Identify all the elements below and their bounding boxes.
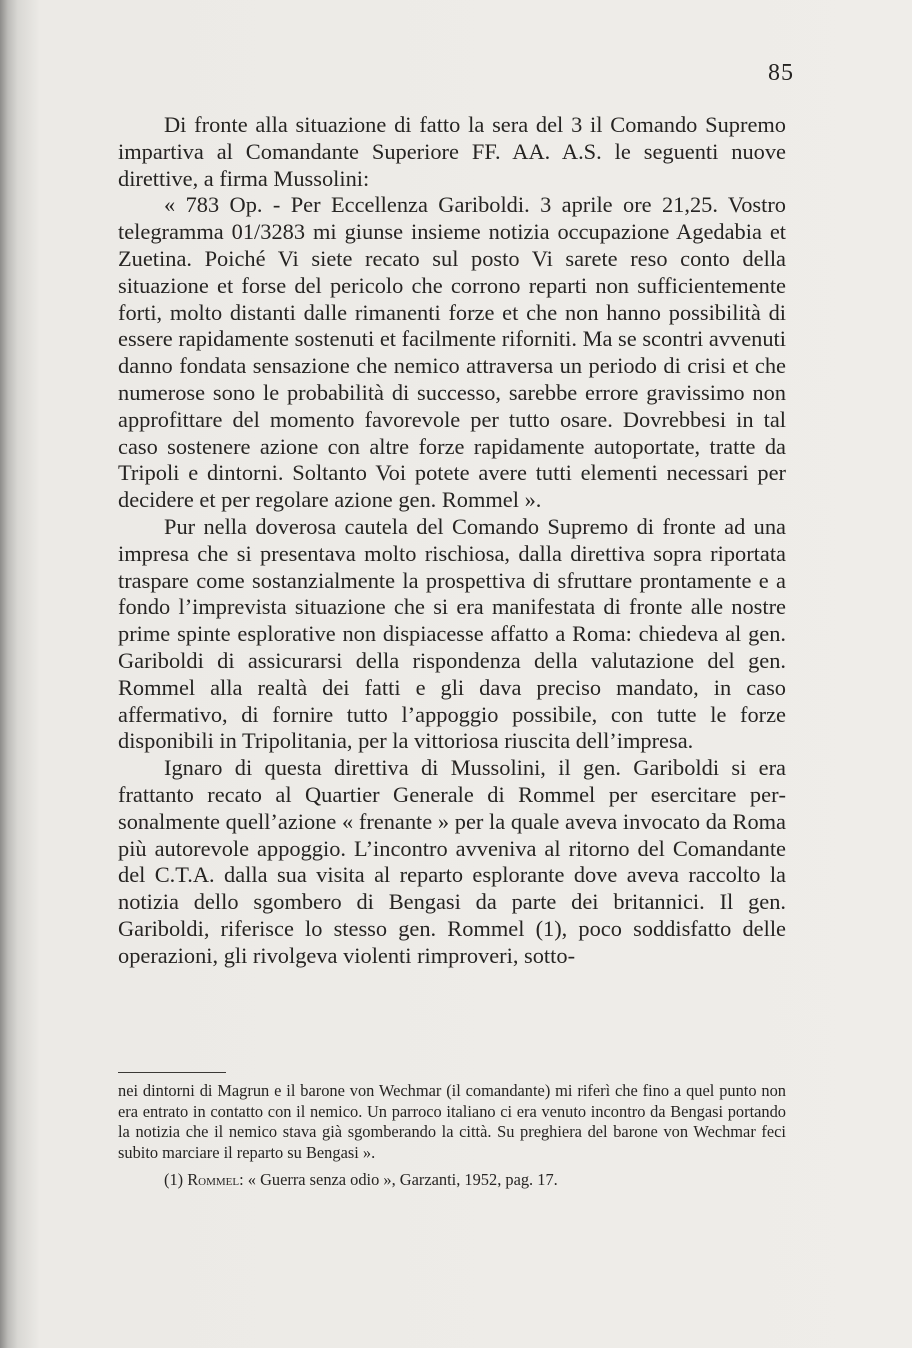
paragraph-intro: Di fronte alla situazione di fatto la sera del 3 il Comando Supremo impartiva al Comandante Superiore FF. AA. A.S. le seguenti nuove direttive, a firma Mussolini:	[118, 112, 786, 191]
paragraph-gariboldi: Ignaro di questa direttiva di Mussolini, il gen. Gariboldi si era frattanto recato al Quartier Generale di Rommel per esercitare personalmente quell’azione « frenante » per la quale aveva invocato da Roma più autorevole appoggio. L’incontro avveniva al ritorno del Comandante del C.T.A. dalla sua visita al reparto esplorante dove aveva raccolto la notizia dello sgombero di Bengasi da parte dei britannici. Il gen. Gariboldi, riferisce lo stesso gen. Rommel (1), poco soddisfatto delle operazioni, gli rivolgeva violenti rimproveri, sotto-	[118, 755, 786, 968]
footnote-1-marker: (1)	[164, 1170, 184, 1190]
footnote-rule	[118, 1072, 226, 1073]
paragraph-telegram: « 783 Op. - Per Eccellenza Gariboldi. 3 aprile ore 21,25. Vostro telegramma 01/3283 mi giunse insieme notizia occupazione Agedabia et Zuetina. Poiché Vi siete recato sul posto Vi sarete reso conto della situazione et forse del pericolo che corrono reparti non sufficientemente forti, molto distanti dalle rimanenti forze et che non hanno possibilità di essere rapidamente sostenuti et facilmente riforniti. Ma se scontri avvenuti danno fondata sensazione che nemico attraversa un periodo di crisi et che numerose sono le probabilità di successo, sarebbe errore gravissimo non approfittare del momento favorevole per tutto osare. Dovrebbesi in tal caso sostenere azione con altre forze rapidamente autoportate, tratte da Tripoli e dintorni. Soltanto Voi potete avere tutti elementi necessari per decidere et per regolare azione gen. Rommel ».	[118, 192, 786, 513]
paragraph-analysis: Pur nella doverosa cautela del Comando Supremo di fronte ad una impresa che si presentava molto rischiosa, dalla direttiva sopra riportata traspare come sostanzialmente la prospettiva di sfruttare prontamente e a fondo l’imprevista situazione che si era manifestata di fronte alle nostre prime spinte esplorative non dispiacesse affatto a Roma: chiedeva al gen. Gariboldi di assicurarsi della rispondenza della valutazione del gen. Rommel alla realtà dei fatti e gli dava preciso mandato, in caso affermativo, di fornire tutto l’appoggio possibile, con tutte le forze disponibili in Tripolitania, per la vittoriosa riuscita dell’impresa.	[118, 513, 786, 754]
page-number: 85	[768, 60, 794, 86]
body-text	[118, 112, 786, 970]
footnote-1-author: Rommel	[187, 1170, 240, 1190]
footnote-continuation: nei dintorni di Magrun e il barone von Wechmar (il comandante) mi riferì che fino a quel punto non era entrato in contatto con il nemico. Un parroco italiano ci era venuto incontro da Bengasi portando la notizia che il nemico stava già sgomberando la città. Su preghiera del barone von Wechmar feci subito marciare il reparto su Bengasi ».	[118, 1081, 786, 1162]
footnote-1	[118, 1170, 786, 1191]
footnotes	[118, 1072, 786, 1191]
footnote-1-text: : « Guerra senza odio », Garzanti, 1952, pag. 17.	[239, 1170, 558, 1190]
